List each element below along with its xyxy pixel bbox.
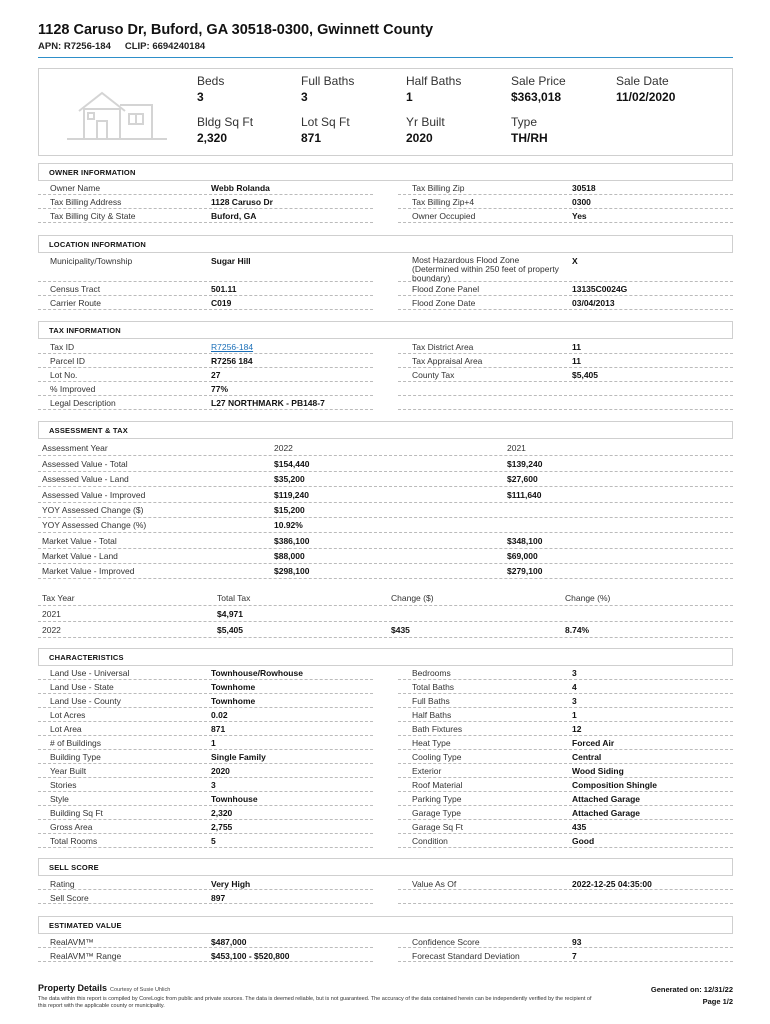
field-value: 2,320 (211, 808, 233, 818)
field-value: 27 (211, 370, 221, 380)
kv-row (38, 708, 373, 722)
report-header (38, 22, 738, 52)
census-tract-value: 501.11 (211, 284, 237, 294)
field-value: 2020 (211, 766, 230, 776)
field-value: 11 (572, 356, 581, 366)
field-value: Webb Rolanda (211, 183, 270, 193)
kv-row (38, 722, 373, 736)
kv-row (38, 354, 373, 368)
row-label: 2021 (42, 609, 61, 619)
cell-value: 8.74% (565, 624, 590, 635)
field-label: % Improved (50, 384, 96, 394)
table-row (38, 607, 733, 622)
clip-text: CLIP: 6694240184 (124, 41, 206, 52)
row-label: Assessed Value - Total (42, 459, 128, 469)
census-tract-label: Census Tract (50, 284, 101, 294)
table-row (38, 472, 733, 487)
field-label: Roof Material (412, 780, 463, 790)
field-label: Land Use - State (50, 682, 114, 692)
kv-row (398, 834, 733, 848)
field-label: Owner Occupied (412, 211, 476, 221)
field-value: Composition Shingle (572, 780, 657, 790)
field-label: Bedrooms (412, 668, 451, 678)
cell-value: $139,240 (507, 459, 543, 469)
field-label: County Tax (412, 370, 455, 380)
summary-type: Type TH/RH (511, 115, 548, 145)
field-label: Tax Billing City & State (50, 211, 136, 221)
field-value: 3 (211, 780, 216, 790)
summary-sale-price: Sale Price $363,018 (511, 74, 566, 104)
summary-yr-built: Yr Built 2020 (406, 115, 445, 145)
summary-lot-sqft: Lot Sq Ft 871 (301, 115, 350, 145)
rating-value: Very High (211, 879, 251, 889)
confidence-label: Confidence Score (412, 937, 480, 947)
cell-value: $5,405 (217, 624, 243, 635)
field-value: 77% (211, 384, 229, 394)
field-label: Cooling Type (412, 752, 462, 762)
municipality-value: Sugar Hill (211, 256, 251, 266)
cell-value: $69,000 (507, 550, 538, 561)
field-value: Wood Siding (572, 766, 624, 776)
flood-panel-value: 13135C0024G (572, 284, 628, 294)
house-icon (57, 81, 177, 145)
row-label: Assessed Value - Land (42, 474, 129, 485)
row-label: 2022 (42, 624, 61, 635)
summary-bldg-sqft: Bldg Sq Ft 2,320 (197, 115, 254, 145)
field-value: 1 (572, 710, 577, 720)
table-row (38, 564, 733, 579)
field-label: Land Use - County (50, 696, 121, 706)
field-label: Tax District Area (412, 342, 474, 352)
field-label: Total Rooms (50, 836, 98, 846)
table-row (38, 623, 733, 638)
fsd-label: Forecast Standard Deviation (412, 951, 520, 961)
field-label: Lot Area (50, 724, 82, 734)
field-value: 30518 (572, 183, 596, 193)
field-label: Gross Area (50, 822, 93, 832)
field-label: Bath Fixtures (412, 724, 463, 734)
summary-beds: Beds 3 (197, 74, 225, 104)
cell-value: $298,100 (274, 566, 310, 577)
table-row (38, 457, 733, 472)
page-number: Page 1/2 (702, 997, 733, 1006)
kv-row (38, 792, 373, 806)
kv-row (38, 368, 373, 382)
flood-panel-label: Flood Zone Panel (412, 284, 480, 294)
field-value: Single Family (211, 752, 266, 762)
row-label: Market Value - Land (42, 550, 118, 561)
kv-row (38, 340, 373, 354)
field-value: 1 (211, 738, 216, 748)
realavm-range-label: RealAVM™ Range (50, 951, 122, 961)
field-value: Good (572, 836, 595, 846)
location-info-header: LOCATION INFORMATION (38, 235, 733, 253)
column-header: Change ($) (391, 593, 434, 603)
field-label: Tax Billing Zip+4 (412, 197, 475, 207)
field-value: 5 (211, 836, 216, 846)
flood-date-value: 03/04/2013 (572, 298, 615, 308)
cell-value: 10.92% (274, 520, 303, 531)
fsd-value: 7 (572, 951, 577, 961)
field-value: Buford, GA (211, 211, 257, 221)
kv-row (398, 382, 733, 396)
disclaimer-text: The data within this report is compiled by CoreLogic from public and private sources. The data is deemed reliable, but is not guaranteed. The accuracy of the data contained herein can be independently verified by the recipient of this report with the applicable county or municipality. (38, 996, 592, 1010)
field-label: Garage Sq Ft (412, 822, 464, 832)
column-header: 2021 (507, 443, 526, 453)
cell-value: $435 (391, 624, 410, 635)
field-label: Parking Type (412, 794, 462, 804)
value-as-of-value: 2022-12-25 04:35:00 (572, 879, 652, 889)
realavm-range-value: $453,100 - $520,800 (211, 951, 290, 961)
tax-year-header-row (38, 591, 733, 606)
field-value: 0.02 (211, 710, 228, 720)
field-value: 3 (572, 696, 577, 706)
footer-courtesy: Courtesy of Susie Uhlich (110, 987, 171, 993)
field-label: Total Baths (412, 682, 455, 692)
cell-value: $111,640 (507, 489, 542, 500)
field-value: Townhome (211, 682, 256, 692)
field-value: Townhouse/Rowhouse (211, 668, 303, 678)
field-label: Parcel ID (50, 356, 85, 366)
field-value: 3 (572, 668, 577, 678)
table-row (38, 534, 733, 549)
field-value: 12 (572, 724, 582, 734)
field-label: Half Baths (412, 710, 452, 720)
field-value: Attached Garage (572, 808, 641, 818)
field-value: 11 (572, 342, 581, 352)
row-label: Market Value - Total (42, 535, 117, 546)
field-label: Heat Type (412, 738, 451, 748)
field-label: Year Built (50, 766, 87, 776)
flood-date-label: Flood Zone Date (412, 298, 476, 308)
field-value: Yes (572, 211, 587, 221)
cell-value: $154,440 (274, 459, 310, 469)
estimated-value-header: ESTIMATED VALUE (38, 916, 733, 934)
summary-full-baths: Full Baths 3 (301, 74, 355, 104)
field-label: Garage Type (412, 808, 461, 818)
field-label: Condition (412, 836, 448, 846)
row-label: YOY Assessed Change ($) (42, 504, 144, 515)
carrier-route-label: Carrier Route (50, 298, 102, 308)
apn-clip-line (38, 41, 738, 52)
value-as-of-label: Value As Of (412, 879, 457, 889)
cell-value: $279,100 (507, 566, 543, 577)
realavm-value: $487,000 (211, 937, 247, 947)
field-label: Owner Name (50, 183, 101, 193)
field-label: Tax Billing Zip (412, 183, 465, 193)
carrier-route-value: C019 (211, 298, 232, 308)
field-value: Forced Air (572, 738, 615, 748)
cell-value: $15,200 (274, 504, 305, 515)
row-label: Market Value - Improved (42, 566, 135, 577)
field-value: 2,755 (211, 822, 233, 832)
sell-score-value: 897 (211, 893, 226, 903)
flood-zone-label: Most Hazardous Flood Zone (Determined within 250 feet of property boundary) (412, 255, 559, 283)
tax-id-link[interactable]: R7256-184 (211, 342, 254, 352)
column-header: Assessment Year (42, 443, 108, 453)
property-address-title: 1128 Caruso Dr, Buford, GA 30518-0300, Gwinnett County (38, 22, 434, 38)
field-label: Style (50, 794, 69, 804)
column-header: Tax Year (42, 593, 75, 603)
characteristics-header: CHARACTERISTICS (38, 648, 733, 666)
kv-row (38, 778, 373, 792)
cell-value: $119,240 (274, 489, 309, 500)
field-value: Central (572, 752, 602, 762)
field-value: L27 NORTHMARK - PB148-7 (211, 398, 325, 408)
cell-value: $35,200 (274, 474, 305, 485)
owner-info-header: OWNER INFORMATION (38, 163, 733, 181)
generated-date: Generated on: 12/31/22 (650, 985, 733, 994)
row-label: YOY Assessed Change (%) (42, 520, 147, 531)
summary-half-baths: Half Baths 1 (406, 74, 462, 104)
cell-value: $4,971 (217, 609, 243, 619)
confidence-value: 93 (572, 937, 582, 947)
footer-title: Property Details Courtesy of Susie Uhlich (38, 983, 171, 993)
field-value: 0300 (572, 197, 591, 207)
field-label: Legal Description (50, 398, 116, 408)
row-label: Assessed Value - Improved (42, 489, 146, 500)
field-label: Building Type (50, 752, 101, 762)
kv-row (38, 764, 373, 778)
field-label: Tax Billing Address (50, 197, 122, 207)
field-label: Building Sq Ft (50, 808, 103, 818)
field-label: Full Baths (412, 696, 450, 706)
summary-sale-date: Sale Date 11/02/2020 (616, 74, 676, 104)
field-label: Land Use - Universal (50, 668, 130, 678)
flood-zone-value: X (572, 256, 578, 266)
field-value: $5,405 (572, 370, 598, 380)
realavm-label: RealAVM™ (50, 937, 94, 947)
tax-info-header: TAX INFORMATION (38, 321, 733, 339)
kv-row (398, 396, 733, 410)
field-label: Lot No. (50, 370, 78, 380)
field-value: Townhouse (211, 794, 258, 804)
apn-text: APN: R7256-184 (38, 41, 111, 52)
cell-value: $348,100 (507, 535, 543, 546)
property-summary-box (38, 68, 733, 156)
header-rule (38, 57, 733, 58)
column-header: Total Tax (217, 593, 251, 603)
column-header: 2022 (274, 443, 293, 453)
assessment-header: ASSESSMENT & TAX (38, 421, 733, 439)
field-label: Tax ID (50, 342, 75, 352)
field-value: Townhome (211, 696, 256, 706)
sell-score-label: Sell Score (50, 893, 89, 903)
table-row (38, 549, 733, 564)
field-value: R7256 184 (211, 356, 253, 366)
field-value: 435 (572, 822, 587, 832)
cell-value: $27,600 (507, 474, 538, 485)
field-value: Attached Garage (572, 794, 641, 804)
cell-value: $88,000 (274, 550, 305, 561)
assessment-header-row (38, 441, 733, 456)
field-label: Lot Acres (50, 710, 86, 720)
field-label: Stories (50, 780, 77, 790)
cell-value: $386,100 (274, 535, 310, 546)
column-header: Change (%) (565, 593, 611, 603)
kv-row (398, 764, 733, 778)
municipality-label: Municipality/Township (50, 256, 133, 266)
field-label: # of Buildings (50, 738, 102, 748)
field-value: 1128 Caruso Dr (211, 197, 273, 207)
field-value: 871 (211, 724, 226, 734)
field-label: Exterior (412, 766, 442, 776)
field-value: 4 (572, 682, 577, 692)
rating-label: Rating (50, 879, 75, 889)
sell-score-header: SELL SCORE (38, 858, 733, 876)
field-label: Tax Appraisal Area (412, 356, 483, 366)
